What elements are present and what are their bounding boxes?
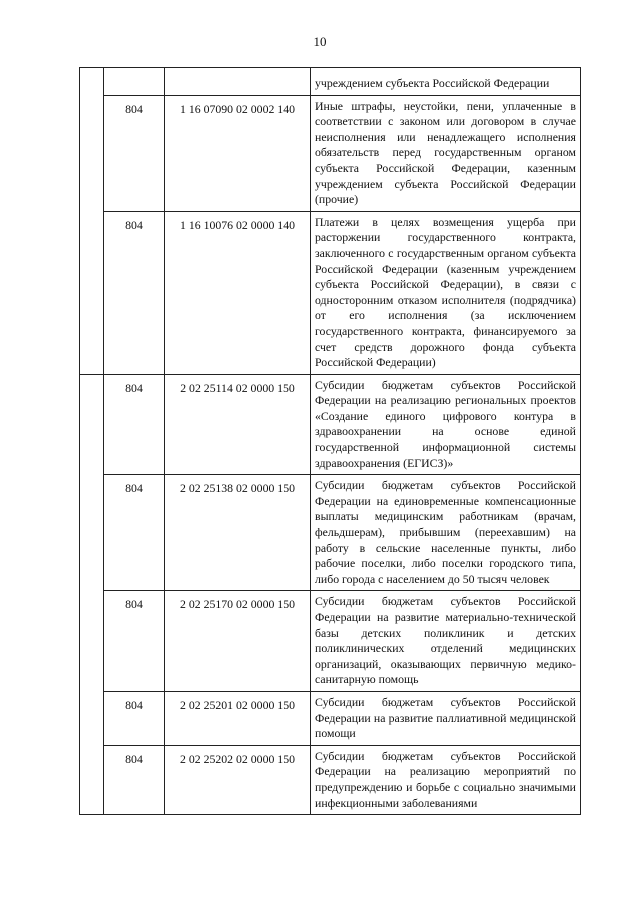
budget-code-cell: 2 02 25114 02 0000 150 [165, 374, 311, 475]
description-cell: Платежи в целях возмещения ущерба при расторжении государственного контракта, заключенного с государственным органом субъекта Российской Федерации (казенным учреждением субъекта Российской Федерации), в связи с односторонним отказом исполнителя (подрядчика) от его исполнения (за исключением государственного контракта, финансируемого за счет средств дорожного фонда субъекта Российской Федерации) [311, 211, 581, 374]
description-cell: Субсидии бюджетам субъектов Российской Федерации на единовременные компенсационные выплаты медицинским работникам (врачам, фельдшерам), прибывшим (переехавшим) на работу в сельские населенные пункты, либо рабочие поселки, либо поселки городского типа, либо города с населением до 50 тысяч человек [311, 475, 581, 591]
table-row [80, 68, 581, 96]
budget-code-cell [165, 68, 311, 96]
budget-code-cell: 1 16 07090 02 0002 140 [165, 95, 311, 211]
table-row [80, 691, 581, 745]
admin-code-cell: 804 [104, 95, 165, 211]
budget-code-cell: 1 16 10076 02 0000 140 [165, 211, 311, 374]
group-cell [80, 374, 104, 814]
revenue-codes-table [79, 67, 580, 815]
admin-code-cell: 804 [104, 475, 165, 591]
admin-code-cell: 804 [104, 591, 165, 692]
admin-code-cell: 804 [104, 374, 165, 475]
admin-code-cell: 804 [104, 211, 165, 374]
budget-code-cell: 2 02 25201 02 0000 150 [165, 691, 311, 745]
budget-code-cell: 2 02 25202 02 0000 150 [165, 745, 311, 814]
budget-code-cell: 2 02 25138 02 0000 150 [165, 475, 311, 591]
admin-code-cell [104, 68, 165, 96]
table-row [80, 745, 581, 814]
description-cell: учреждением субъекта Российской Федерации [311, 68, 581, 96]
table-row [80, 211, 581, 374]
group-cell [80, 68, 104, 375]
budget-code-cell: 2 02 25170 02 0000 150 [165, 591, 311, 692]
description-cell: Субсидии бюджетам субъектов Российской Федерации на реализацию мероприятий по предупреждению и борьбе с социально значимыми инфекционными заболеваниями [311, 745, 581, 814]
table-row [80, 591, 581, 692]
admin-code-cell: 804 [104, 691, 165, 745]
admin-code-cell: 804 [104, 745, 165, 814]
page-number: 10 [313, 34, 327, 49]
description-cell: Иные штрафы, неустойки, пени, уплаченные в соответствии с законом или договором в случае неисполнения или ненадлежащего исполнения обязательств перед государственным органом субъекта Российской Федерации, казенным учреждением субъекта Российской Федерации (прочие) [311, 95, 581, 211]
description-cell: Субсидии бюджетам субъектов Российской Федерации на реализацию региональных проектов «Создание единого цифрового контура в здравоохранении на основе единой государственной информационной системы здравоохранения (ЕГИСЗ)» [311, 374, 581, 475]
table-row [80, 95, 581, 211]
description-cell: Субсидии бюджетам субъектов Российской Федерации на развитие материально-технической базы детских поликлиник и детских поликлинических отделений медицинских организаций, оказывающих первичную медико-санитарную помощь [311, 591, 581, 692]
table-row [80, 374, 581, 475]
description-cell: Субсидии бюджетам субъектов Российской Федерации на развитие паллиативной медицинской помощи [311, 691, 581, 745]
table-row [80, 475, 581, 591]
